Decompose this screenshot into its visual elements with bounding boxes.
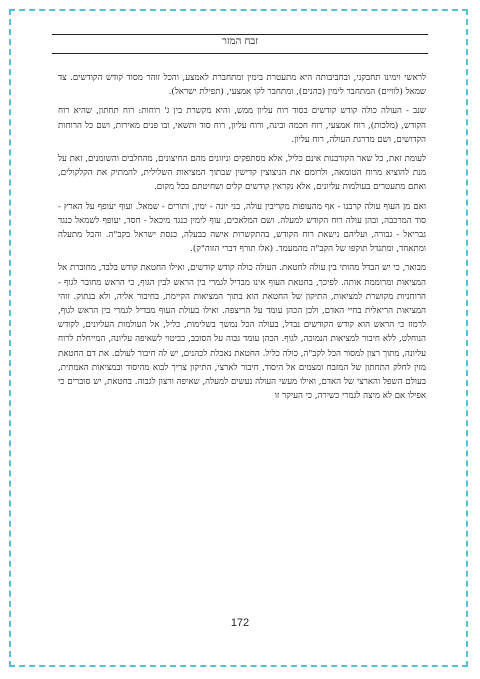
page-number: 172 <box>230 617 250 629</box>
header-rule-top <box>52 34 428 35</box>
header-rule-bottom <box>52 53 428 54</box>
running-header <box>52 24 428 62</box>
paragraph: לעומת זאת, כל שאר הקורבנות אינם כליל, אלא מסתפקים וניזונים מהם החיצונים, מהחלבים והשומנים, זאת על מנת להוציא מרוח הטומאה, ולרומם את הניצוצין קדישין שבתוך המציאות השלילית, להמתיק את הקלקולים, ואתם מתעטרים בעולמות עליונים, אלא נקראין קודשים קלים ושחיטתם בכל מקום. <box>58 154 426 193</box>
paragraph: מבואר, כי יש הבדל מהותי בין עולה לחטאת. העולה כולה קודש קודשים, ואילו החטאת קודש בלבד, מחוברת אל המציאות ומרוממת אותה. לפיכך, בחטאת העוף אינו מבדיל לגמרי בין הראש לבין הגוף, כי הראש מחובר לגוף - הרוחניות מקושרת למציאות, התיקון של החטאת הוא בתוך המציאות הקיימת, בחיבור אליה, ולא בנתוק. זוהי המציאות הריאלית בחיי האדם, ולכן הכהן עומד על הריצפה. ואילו בעולת העוף מבדיל לגמרי בין הראש לגוף, לרמוז כי הראש הוא קודש הקודשים נבדל, בעולה הכל נמשך בשלימות, כליל, אל העולמות העליונים, לקודש הנוחלט, ללא חיבור למציאות הנמוכה, לגוף. הכהן עומד גבוה על הסובב, כביטוי לשאיפה עליונה, המייחלת לרוח עליונה, מתוך רצון למסור הכל לקב"ה, כולה כליל. החטאת נאכלת לכהנים, יש לה חיבור לעולם. את דם החטאת מזין לחלק התחתון של המזבח ומצמים אל היסוד, חיבור לארצי, התיקון צריך לבוא מהיסוד ובמציאות האמתית, בעולם השפל והארצי של האדם, ואילו מעשי העולה נעשים למעלה, שאיפה ורצון לגבוה. בחטאת, יש סוברים כי אפילו אם לא מיצה לגמרי כשירה, כי העיקר זו <box>58 263 426 402</box>
paragraph: שנב - העולה כולה קודש קודשים בסוד רוח עליון ממש, והיא מקשרת בין ג' רוחות: רוח תחתון, שהיא רוח הקודש, (מלכות), רוח אמצעי, רוח חכמה ובינה, ורוח עליון, רוח סוד ותשאי, ובו פנים מאירות, ושם כל הרוחות הקדושים, ושם מדרגת העולה, רוח עליון. <box>58 106 426 145</box>
paragraph: לראשי וימינו תחבקני, ובחביבותה היא מתעטרת בימין ומתחברת לאמצע, והכל זוהר מסוד קודש הקודשים. צד שמאל (לוויים) המתחבר לימין (כהנים), ומתחבר לקו אמצעי, (תפילת ישראל). <box>58 73 426 98</box>
header-title: זבח המזר <box>221 36 259 47</box>
body-text <box>58 71 426 611</box>
paragraph: ואם מן העוף עולה קרבנו - אף מהעופות מקריבין עולה, בני יונה - ימין, ותורים - שמאל. ועוף יעופף על הארץ - סוד המרכבה, ובהן עולה רוח הקודש למעלה. ושם המלאכים, עוף לימין כנגד מיכאל - חסד, יעופף לשמאל כנגד גבריאל - גבורה, ועליהם נישאת רוח הקודש, בהתקשרות אישה בבעלה, כנסת ישראל בקב"ה. והכל מתעלה ומתאחד, ומתגדל תוקפו של הקב"ה מהמעמד. (אלו תורף דברי הזוה"ק). <box>58 201 426 255</box>
